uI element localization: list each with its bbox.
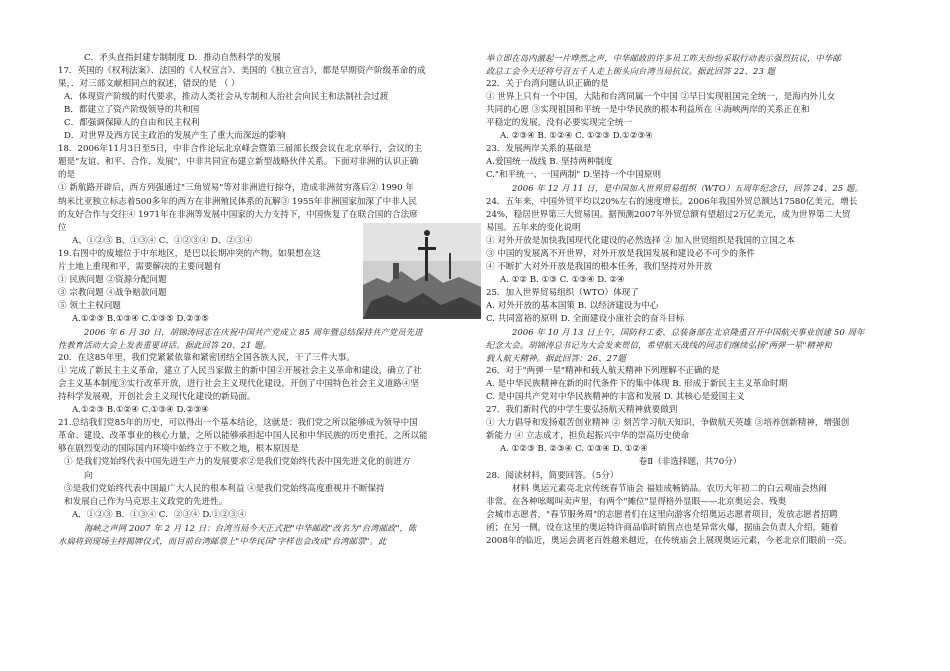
text-line: A. ②③④ B. ①②④ C. ①②③ D.①②③④ (500, 131, 653, 142)
text-line: 卷Ⅱ（非选择题，共70分） (638, 457, 742, 468)
text-line: 19.右图中的废墟位于中东地区，是巴以长期冲突的产物。如果想在这 (58, 248, 321, 259)
text-line: 革命、建设、改革事业的核心力量，之所以能够承担起中国人民和中华民族的历史重托，之所以能 (58, 431, 428, 442)
text-line: 片土地上重现和平，需要解决的主要问题有 (58, 261, 222, 272)
text-line: 的友好合作与交往④ 1971年在非洲等发展中国家的大力支持下，中国恢复了在联合国的合法席 (58, 209, 418, 220)
text-line: A.①②③ B.①③④ C.①③⑤ D.②③⑤ (72, 313, 209, 324)
text-line: ③是我们党始终代表中国最广大人民的根本利益 ④是我们党始终高度重视并不断保持 (64, 483, 385, 494)
text-line: 17．英国的《权利法案》、法国的《人权宣言》、美国的《独立宣言》，都是早期资产阶级革命的成 (58, 66, 426, 77)
right-column (486, 52, 894, 548)
text-line: 28．阅读材料，简要回答。（5分） (486, 470, 619, 481)
text-line: ① 对外开放是加快我国现代化建设的必然选择 ② 加入世贸组织是我国的立国之本 (486, 235, 795, 246)
text-line: 持科学发展观，开创社会主义现代化建设的新局面。 (58, 392, 256, 403)
text-line: A、①②③ B、①③④ C、①②③④ D、②③④ (72, 235, 253, 246)
text-line: ⑤ 领土主权问题 (58, 300, 121, 311)
text-line: A. ①② B. ①③ C. ①③④ D. ②④ (500, 274, 625, 285)
text-line: 的是 (58, 170, 76, 181)
text-line: 20．在这85年里，我们党紧紧依靠和紧密团结全国各族人民，干了三件大事。 (58, 353, 355, 364)
text-line: 题是"友谊、和平、合作、发展"，中非共同宣布建立新型战略伙伴关系。下面对非洲的认识正确 (58, 157, 419, 168)
text-line: C. 共同富裕的原则 D. 全面建设小康社会的奋斗目标 (486, 313, 685, 324)
text-line: 够在剧烈变动的国际国内环境中始终立于不败之地，根本原因是 (58, 444, 299, 455)
text-line: 和发展自己作为马克思主义政党的先进性。 (64, 496, 228, 507)
text-line: 2006 年 6 月 30 日，胡锦涛同志在庆祝中国共产党成立 85 周年暨总结保持共产党员先进 (84, 326, 423, 337)
text-line: 25．加入世界贸易组织（WTO）体现了 (486, 287, 639, 298)
text-line: 水扁将到现场主持揭牌仪式，而目前台湾邮票上"中华民国"字样也会改成"台湾邮票"。此 (58, 535, 387, 546)
text-line: 海峡之声网 2007 年 2 月 12 日：台湾当局今天正式把"中华邮政"改名为"台湾邮政"，陈 (84, 522, 417, 533)
text-line: ① 大力倡导和发扬艰苦创业精神 ② 刻苦学习航天知识，争做航天英雄 ③培养创新精神，增强创 (486, 418, 850, 429)
text-line: 非常。在各种吆喝叫卖声里，有两个"摊位"显得格外显眼——北京奥运会、残奥 (486, 496, 787, 507)
text-line: 18．2006年11月3日至5日，中非合作论坛北京峰会暨第三届部长级会议在北京举行，会议的主 (58, 144, 423, 155)
text-line: C. 是中国共产党对中华民族精神的丰富和发展 D. 其核心是爱国主义 (486, 392, 745, 403)
text-line: ① 民族问题 ②资源分配问题 (58, 274, 167, 285)
text-line: 新能力 ④ 立志成才，担负起振兴中华的崇高历史使命 (486, 431, 690, 442)
text-line: 2006 年 12 月 11 日，是中国加入世界贸易组织（WTO）五周年纪念日，回答 24、25 题。 (512, 183, 863, 194)
text-line: 平稳定的发展，没有必要实现完全统一 (486, 118, 633, 129)
text-line: ③ 宗教问题 ④战争赔款问题 (58, 287, 167, 298)
ruins-illustration (363, 223, 481, 319)
text-line: 21.总结我们党85年的历史，可以得出一个基本结论，这就是：我们党之所以能够成为领导中国 (58, 418, 418, 429)
text-line: 23．发展两岸关系的基础是 (486, 144, 592, 155)
text-line: 24．五年来，中国外贸平均以20%左右的速度增长。2006年我国外贸总额达17580亿美元，增长 (486, 196, 858, 207)
text-line: C."和平统一、一国两制" D.坚持一个中国原则 (486, 170, 662, 181)
text-line: ① 是我们党始终代表中国先进生产力的发展要求②是我们党始终代表中国先进文化的前进方 (64, 457, 411, 468)
text-line: 材料 奥运元素亮北京传统春节庙会 福娃成畅销品。农历大年初二的白云观庙会热闹 (512, 483, 827, 494)
text-line: A. 是中华民族精神在新的时代条件下的集中体现 B. 形成于新民主主义革命时期 (486, 379, 788, 390)
text-line: 向 (84, 470, 93, 481)
text-line: C．都强调保障人的自由和民主权利 (64, 118, 200, 129)
text-line: 纪念大会。胡锦涛总书记为大会发来贺信，希望航天战线的同志们继续弘扬"两弹一星"精神和 (486, 340, 832, 351)
text-line: 共同的心愿 ③实现祖国和平统一是中华民族的根本利益所在 ④海峡两岸的关系正在和 (486, 105, 810, 116)
text-line: 2006 年 10 月 13 日上午，国防科工委、总装备部在北京隆重召开中国航天事业创建 50 周年 (512, 326, 865, 337)
text-line: ④ 不断扩大对外开放是我国的根本任务，我们坚持对外开放 (486, 261, 713, 272)
text-line: A.①②③ B.①②④ C.①③④ D.②③④ (72, 405, 209, 416)
text-line: A. 对外开放的基本国策 B. 以经济建设为中心 (486, 300, 659, 311)
text-line: 政总工会今天还将号召五千人走上街头向台湾当局抗议。据此回答 22、23 题 (486, 66, 776, 77)
text-line: 22．关于台湾问题认识正确的是 (486, 79, 609, 90)
text-line: B．都建立了资产阶级领导的共和国 (64, 105, 200, 116)
middle-east-ruins-photo (363, 223, 481, 319)
text-line: A．体现资产阶级的时代要求，推动人类社会从专制和人治社会向民主和法制社会过渡 (64, 92, 389, 103)
text-line: D．对世界及西方民主政治的发展产生了重大而深远的影响 (64, 131, 286, 142)
text-line: 性教育活动大会上发表重要讲话。据此回答 20、21 题。 (58, 340, 272, 351)
text-line: 会城市志愿者，"春节服务周"的志愿者们在这里向游客介绍奥运志愿者项目，发放志愿者招聘 (486, 509, 838, 520)
text-line: 举立即在岛内激起一片哗然之声，中华邮政的许多员工昨天纷纷采取行动表示强烈抗议，中华邮 (486, 53, 841, 63)
text-line: 位 (58, 222, 67, 233)
text-line: ① 世界上只有一个中国，大陆和台湾同属一个中国 ②早日实现祖国完全统一，是海内外儿女 (486, 92, 836, 103)
text-line: 会主义基本制度③实行改革开放，进行社会主义现代化建设，开创了中国特色社会主义道路④坚 (58, 379, 419, 390)
text-line: 24%，稳居世界第三大贸易国。据预测2007年外贸总额有望超过2万亿美元，成为世界第二大贸 (486, 209, 851, 220)
text-line: 易国。五年来的变化说明 (486, 222, 581, 233)
text-line: C．矛头直指封建专制制度 D．推动自然科学的发展 (84, 53, 281, 63)
text-line: A. ①②③ B. ②③④ C. ①③④ D. ①②④ (500, 444, 648, 455)
text-line: A.爱国统一战线 B. 坚持两种制度 (486, 157, 613, 168)
text-line: 27．我们新时代的中学生要弘扬航天精神就要做到 (486, 405, 678, 416)
text-line: ① 新航路开辟后，西方列强通过"三角贸易"等对非洲进行掠夺，造成非洲贫穷落后② 1990 年 (58, 183, 414, 194)
text-line: 2008年的临近，奥运会离老百姓越来越近，在传统庙会上展现奥运元素，今老北京们眼前一亮。 (486, 535, 852, 546)
text-line: 载人航天精神。据此回答：26、27题 (486, 353, 626, 364)
text-line: 果，．对三部文献相同点的叙述，错误的是 （ ） (58, 79, 240, 90)
text-line: 函；在另一侧，设在这里的奥运特许商品临时销售点也是异常火爆，据庙会负责人介绍，随着 (486, 522, 839, 533)
text-line: ③ 中国的发展离不开世界，对外开放是我国发展和建设必不可少的条件 (486, 248, 756, 259)
text-line: ① 完成了新民主主义革命，建立了人民当家做主的新中国②开展社会主义革命和建设，确立了社 (58, 366, 422, 377)
text-line: 纳米比亚独立标志着500多年的西方在非洲殖民体系的瓦解③ 1955年非洲国家加深了中非人民 (58, 196, 417, 207)
text-line: A．①②③ B．①③④ C．②③④ D.①②③④ (72, 509, 247, 520)
text-line: 26．对于"两弹一星"精神和载人航天精神下列理解不正确的是 (486, 366, 720, 377)
